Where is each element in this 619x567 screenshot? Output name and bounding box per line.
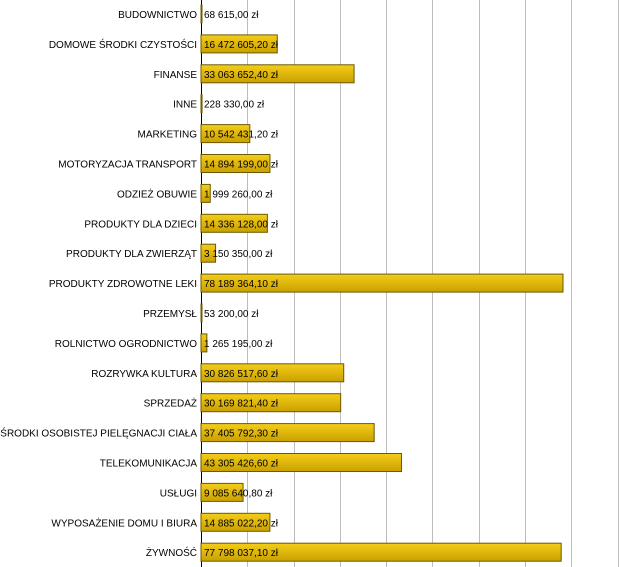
category-label: ŚRODKI OSOBISTEJ PIELĘGNACJI CIAŁA bbox=[0, 428, 197, 440]
value-label: 30 169 821,40 zł bbox=[204, 398, 278, 410]
category-label: ŻYWNOŚĆ bbox=[145, 548, 197, 560]
category-label: FINANSE bbox=[153, 69, 197, 81]
category-label: MOTORYZACJA TRANSPORT bbox=[58, 159, 197, 171]
value-label: 1 265 195,00 zł bbox=[204, 338, 273, 350]
value-label: 30 826 517,60 zł bbox=[204, 368, 278, 380]
value-label: 228 330,00 zł bbox=[204, 99, 265, 111]
value-label: 33 063 652,40 zł bbox=[204, 69, 278, 81]
category-label: SPRZEDAŻ bbox=[143, 398, 197, 410]
category-label: TELEKOMUNIKACJA bbox=[99, 458, 197, 470]
value-label: 53 200,00 zł bbox=[204, 309, 259, 320]
category-label: ODZIEŻ OBUWIE bbox=[117, 189, 197, 201]
bar bbox=[201, 304, 202, 322]
value-label: 14 885 022,20 zł bbox=[204, 518, 278, 530]
value-label: 77 798 037,10 zł bbox=[204, 548, 278, 560]
category-label: INNE bbox=[173, 99, 197, 111]
value-label: 14 894 199,00 zł bbox=[204, 159, 278, 171]
bar bbox=[201, 5, 202, 23]
category-label: DOMOWE ŚRODKI CZYSTOŚCI bbox=[48, 39, 197, 51]
value-label: 43 305 426,60 zł bbox=[204, 458, 278, 470]
value-label: 78 189 364,10 zł bbox=[204, 279, 278, 291]
value-label: 68 615,00 zł bbox=[204, 10, 259, 21]
value-label: 9 085 640,80 zł bbox=[204, 488, 273, 500]
category-label: PRZEMYSŁ bbox=[143, 309, 197, 320]
labels bbox=[0, 10, 278, 559]
category-label: ROZRYWKA KULTURA bbox=[91, 368, 197, 380]
value-label: 10 542 431,20 zł bbox=[204, 129, 278, 141]
category-label: PRODUKTY DLA DZIECI bbox=[84, 219, 197, 231]
category-label: PRODUKTY ZDROWOTNE LEKI bbox=[48, 279, 197, 291]
category-label: BUDOWNICTWO bbox=[118, 10, 197, 21]
category-label: WYPOSAŻENIE DOMU I BIURA bbox=[51, 518, 197, 530]
category-label: ROLNICTWO OGRODNICTWO bbox=[54, 338, 197, 350]
category-label: MARKETING bbox=[137, 129, 197, 141]
category-label: PRODUKTY DLA ZWIERZĄT bbox=[66, 249, 197, 261]
value-label: 37 405 792,30 zł bbox=[204, 428, 278, 440]
value-label: 1 999 260,00 zł bbox=[204, 189, 273, 201]
bar bbox=[201, 95, 202, 113]
value-label: 16 472 605,20 zł bbox=[204, 39, 278, 51]
value-label: 14 336 128,00 zł bbox=[204, 219, 278, 231]
value-label: 3 150 350,00 zł bbox=[204, 249, 273, 261]
category-label: USŁUGI bbox=[159, 488, 197, 500]
